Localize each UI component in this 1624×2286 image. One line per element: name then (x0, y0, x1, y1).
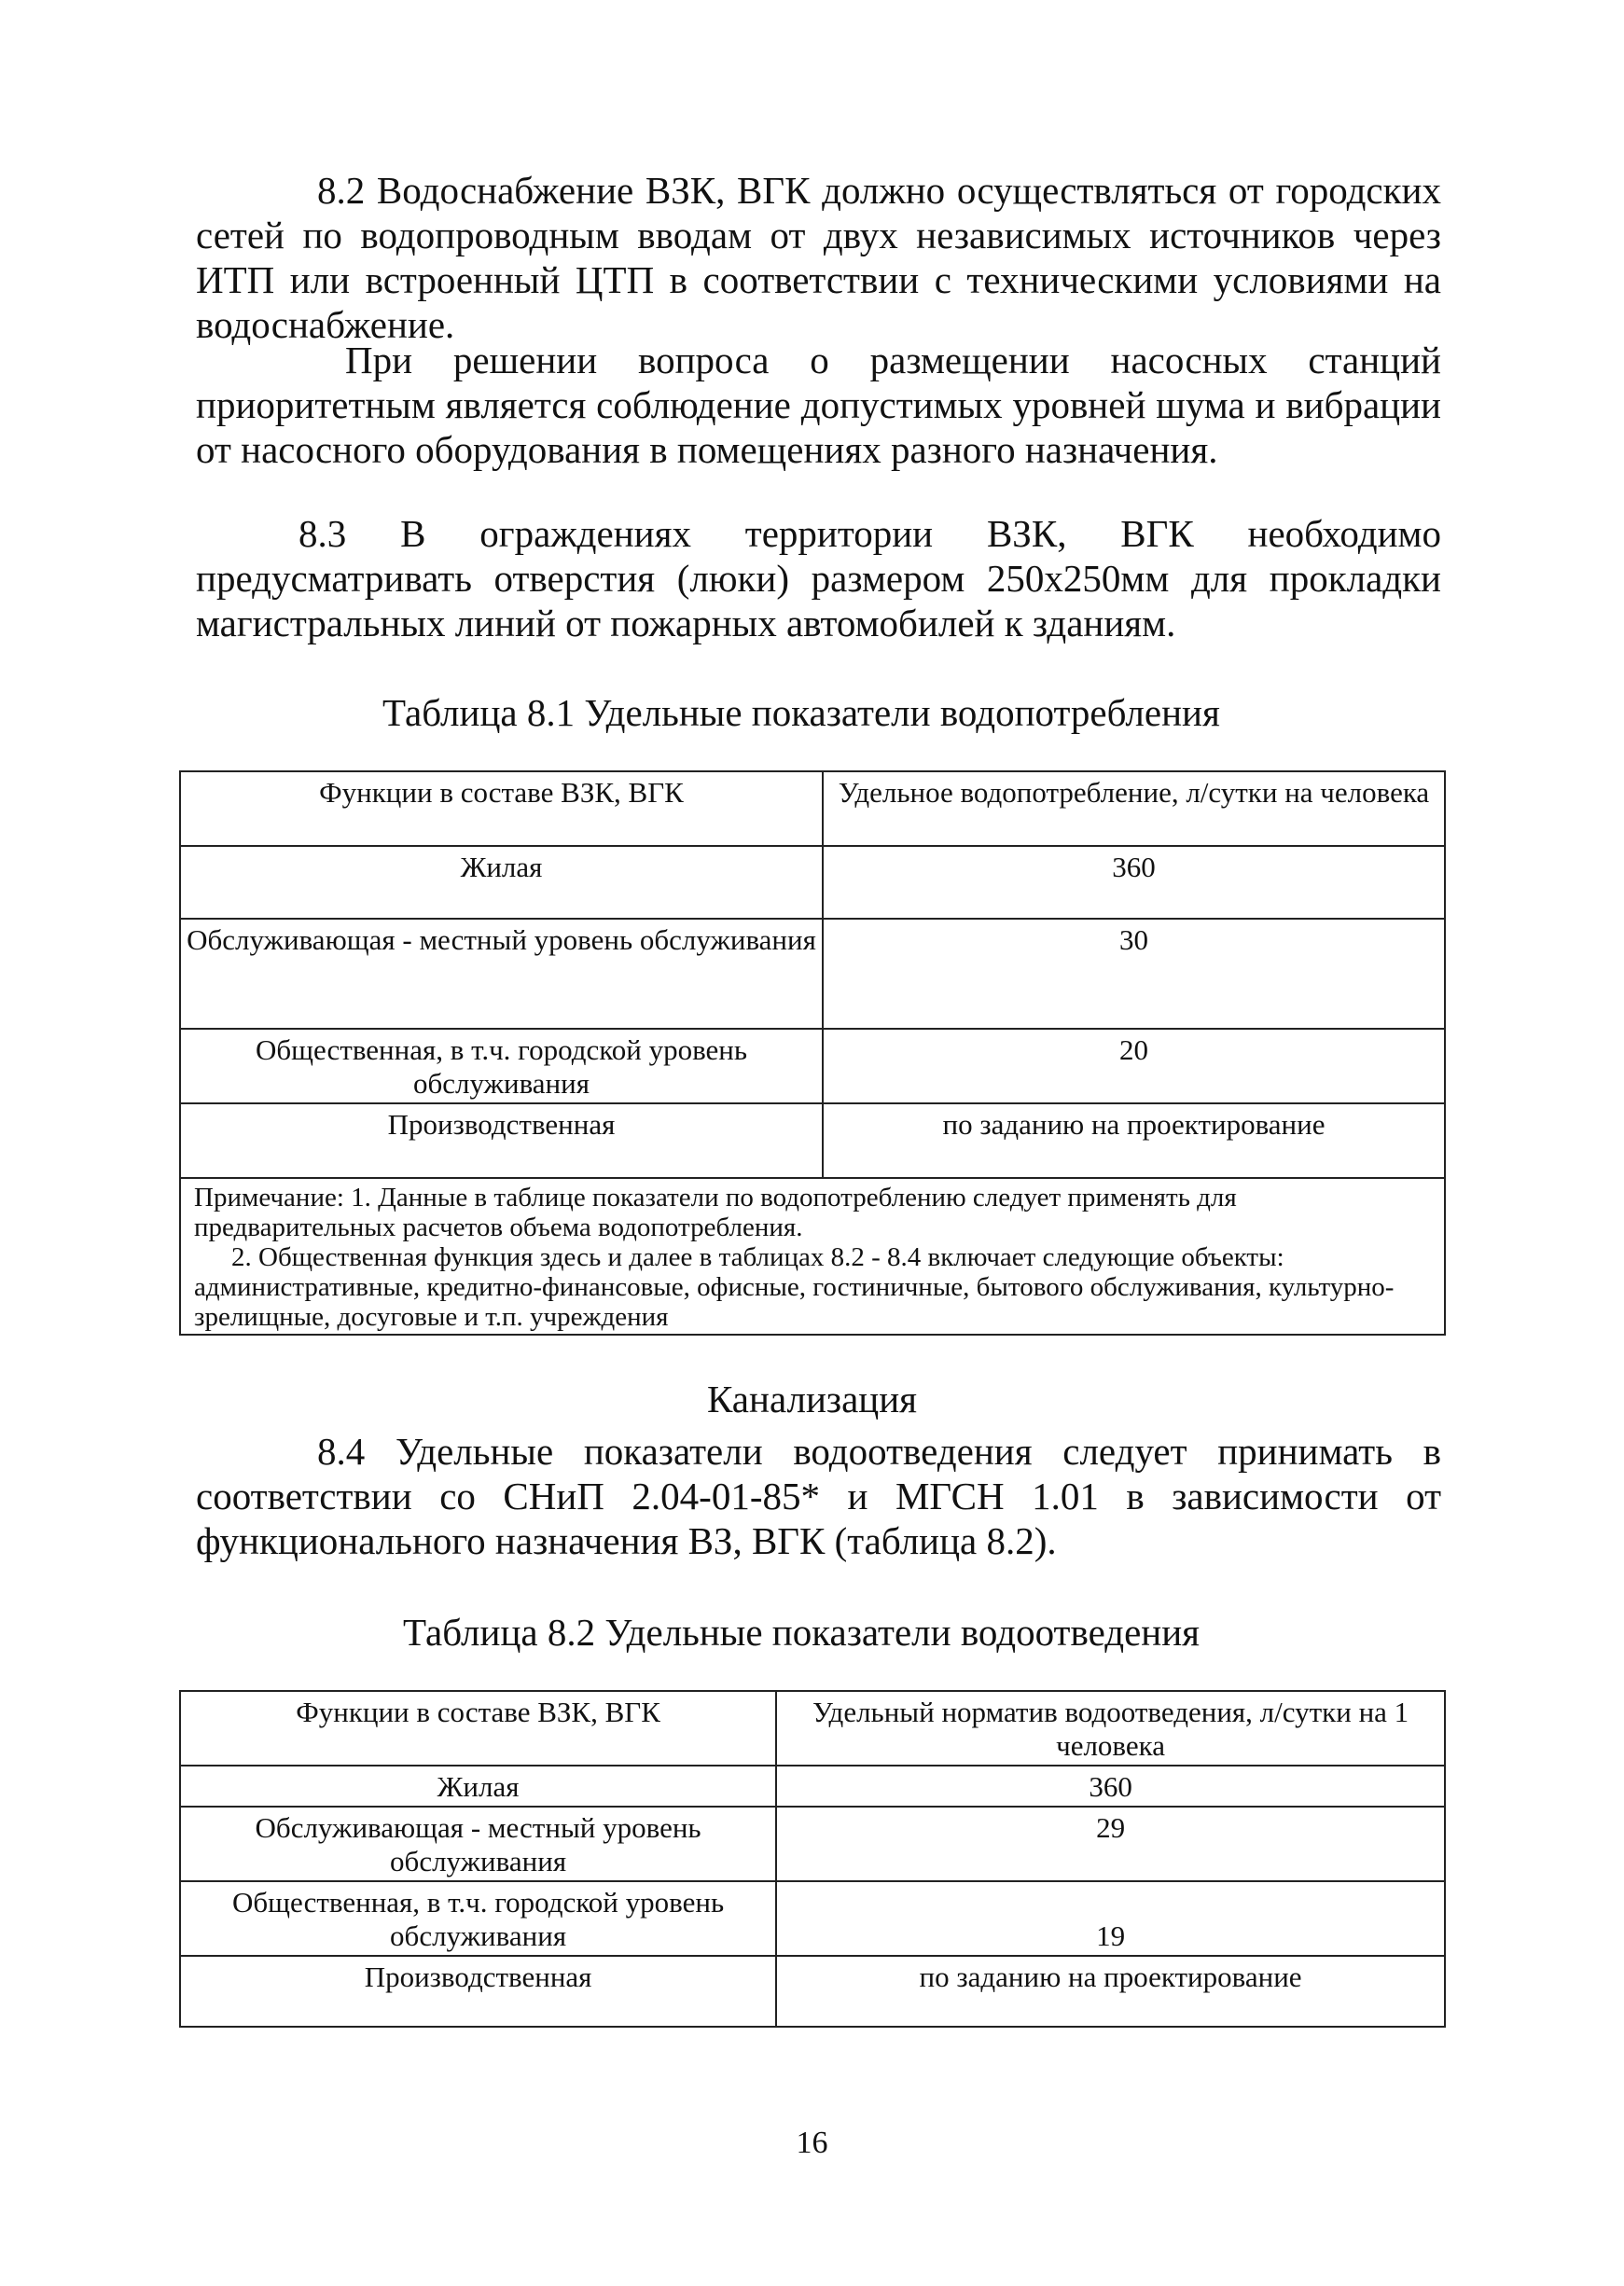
cell-function: Общественная, в т.ч. городской уровень обслуживания (180, 1029, 823, 1103)
cell-value: 360 (776, 1766, 1445, 1807)
table-row (180, 1766, 1445, 1807)
header-wastewater-norm: Удельный норматив водоотведения, л/сутки на 1 человека (776, 1691, 1445, 1766)
table-8-1 (179, 770, 1446, 1336)
cell-function: Производственная (180, 1956, 776, 2027)
table-note-1: Примечание: 1. Данные в таблице показатели по водопотреблению следует применять для предварительных расчетов объема водопотребления. (194, 1183, 1237, 1242)
header-water-consumption: Удельное водопотребление, л/сутки на человека (823, 771, 1445, 846)
header-functions: Функции в составе ВЗК, ВГК (180, 771, 823, 846)
section-heading-kanalizatsiya: Канализация (707, 1378, 918, 1420)
table-note (180, 1178, 1445, 1335)
table-8-2 (179, 1690, 1446, 2028)
table-header-row (180, 771, 1445, 846)
table-note-row (180, 1178, 1445, 1335)
cell-value: 29 (776, 1807, 1445, 1881)
table-row (180, 1807, 1445, 1881)
paragraph-8-3: 8.3 В ограждениях территории ВЗК, ВГК необходимо предусматривать отверстия (люки) размером 250х250мм для прокладки магистральных линий от пожарных автомобилей к зданиям. (196, 512, 1441, 644)
table-row (180, 1881, 1445, 1956)
page-number: 16 (796, 2126, 828, 2160)
cell-function: Общественная, в т.ч. городской уровень обслуживания (180, 1881, 776, 1956)
paragraph-8-2: 8.2 Водоснабжение ВЗК, ВГК должно осуществляться от городских сетей по водопроводным вводам от двух независимых источников через ИТП или встроенный ЦТП в соответствии с техническими условиями на водоснабжение. (196, 169, 1441, 346)
cell-value: 30 (823, 919, 1445, 1029)
paragraph-8-2-pumps: При решении вопроса о размещении насосных станций приоритетным является соблюдение допустимых уровней шума и вибрации от насосного оборудования в помещениях разного назначения. (196, 339, 1441, 471)
table-row (180, 919, 1445, 1029)
cell-value: по заданию на проектирование (776, 1956, 1445, 2027)
cell-function: Жилая (180, 846, 823, 919)
cell-function: Производственная (180, 1103, 823, 1178)
cell-function: Обслуживающая - местный уровень обслуживания (180, 1807, 776, 1881)
cell-function: Жилая (180, 1766, 776, 1807)
table-row (180, 1029, 1445, 1103)
table-8-2-caption: Таблица 8.2 Удельные показатели водоотведения (403, 1611, 1201, 1654)
cell-value: 20 (823, 1029, 1445, 1103)
table-8-1-caption: Таблица 8.1 Удельные показатели водопотребления (382, 691, 1220, 734)
cell-value: 19 (776, 1881, 1445, 1956)
header-functions: Функции в составе ВЗК, ВГК (180, 1691, 776, 1766)
table-row (180, 846, 1445, 919)
cell-value: 360 (823, 846, 1445, 919)
table-row (180, 1103, 1445, 1178)
table-row (180, 1956, 1445, 2027)
table-header-row (180, 1691, 1445, 1766)
cell-value: по заданию на проектирование (823, 1103, 1445, 1178)
cell-function: Обслуживающая - местный уровень обслуживания (180, 919, 823, 1029)
paragraph-8-4: 8.4 Удельные показатели водоотведения следует принимать в соответствии со СНиП 2.04-01-85* и МГСН 1.01 в зависимости от функционального назначения ВЗ, ВГК (таблица 8.2). (196, 1430, 1441, 1562)
table-note-2: 2. Общественная функция здесь и далее в таблицах 8.2 - 8.4 включает следующие объекты: административные, кредитно-финансовые, офисные, гостиничные, бытового обслуживания, культурно-зрелищные, досуговые и т.п. учреждения (194, 1242, 1395, 1332)
